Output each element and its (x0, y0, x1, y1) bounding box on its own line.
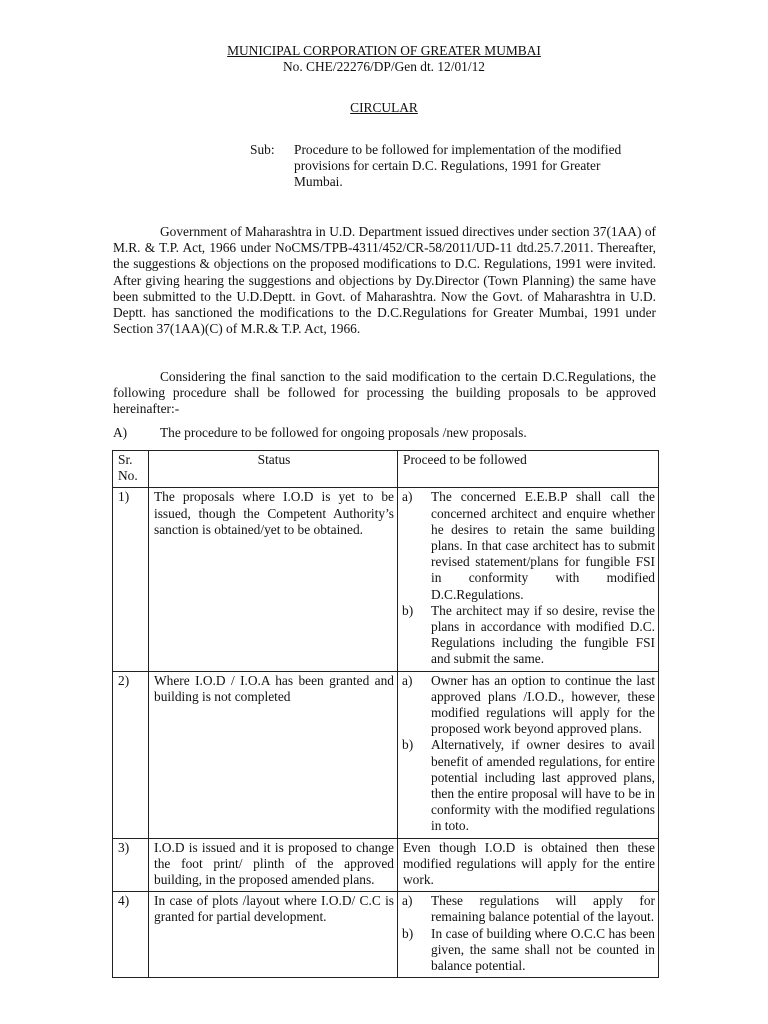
item-text: In case of building where O.C.C has been given, the same shall not be counted in balance potential. (431, 925, 655, 974)
row-sr-no: 4) (113, 892, 149, 978)
list-item (403, 489, 655, 602)
section-label: A) (113, 425, 128, 440)
subject-text: Procedure to be followed for implementation of the modified provisions for certain D.C. Regulations, 1991 for Greater Mumbai. (294, 142, 622, 190)
header-status: Status (149, 451, 398, 488)
subject-label: Sub: (250, 142, 275, 157)
procedure-table (112, 450, 659, 978)
row-sr-no: 3) (113, 838, 149, 892)
corporation-heading: MUNICIPAL CORPORATION OF GREATER MUMBAI (227, 43, 541, 58)
item-marker: a) (402, 672, 413, 688)
item-text: The architect may if so desire, revise the plans in accordance with modified D.C. Regulations including the fungible FSI and submit the same. (431, 602, 655, 667)
table-row (113, 892, 659, 978)
item-marker: b) (402, 925, 414, 941)
list-item (403, 737, 655, 834)
item-marker: a) (402, 489, 413, 505)
row-proceed (398, 671, 659, 838)
table-row (113, 838, 659, 892)
header-sr-no: Sr. No. (113, 451, 149, 488)
row-proceed: Even though I.O.D is obtained then these modified regulations will apply for the entire work. (398, 838, 659, 892)
header-proceed: Proceed to be followed (398, 451, 659, 488)
item-text: The concerned E.E.B.P shall call the concerned architect and enquire whether he desires to retain the same building plans. In that case architect has to submit revised statement/plans for fungible FSI in conformity with modified D.C.Regulations. (431, 489, 655, 602)
row-status: I.O.D is issued and it is proposed to change the foot print/ plinth of the approved building, in the proposed amended plans. (149, 838, 398, 892)
paragraph-text: Considering the final sanction to the said modification to the certain D.C.Regulations, the following procedure shall be followed for processing the building proposals to be approved hereinafter:- (113, 369, 656, 417)
procedure-paragraph (113, 369, 656, 418)
row-status: The proposals where I.O.D is yet to be issued, though the Competent Authority’s sanction is obtained/yet to be obtained. (149, 488, 398, 671)
table-row (113, 488, 659, 671)
document-title: CIRCULAR (350, 100, 418, 115)
list-item (403, 893, 655, 925)
item-text: Alternatively, if owner desires to avail benefit of amended regulations, for entire potential including last approved plans, then the entire proposal will have to be in conformity with the modified regulations in toto. (431, 737, 655, 834)
table-row (113, 671, 659, 838)
list-item (403, 673, 655, 738)
list-item (403, 926, 655, 975)
intro-paragraph (113, 224, 656, 337)
reference-number: No. CHE/22276/DP/Gen dt. 12/01/12 (283, 59, 485, 74)
row-proceed (398, 892, 659, 978)
section-text: The procedure to be followed for ongoing proposals /new proposals. (160, 425, 527, 440)
row-proceed (398, 488, 659, 671)
item-marker: b) (402, 602, 414, 618)
row-status: In case of plots /layout where I.O.D/ C.C is granted for partial development. (149, 892, 398, 978)
section-a-heading (113, 425, 527, 441)
list-item (403, 603, 655, 668)
paragraph-text: Government of Maharashtra in U.D. Department issued directives under section 37(1AA) of M.R. & T.P. Act, 1966 under NoCMS/TPB-4311/452/CR-58/2011/UD-11 dtd.25.7.2011. Thereafter, the suggestions & objections on the proposed modifications to D.C. Regulations, 1991 were invited. After giving hearing the suggestions and objections by Dy.Director (Town Planning) the same have been submitted to the U.D.Deptt. in Govt. of Maharashtra. Now the Govt. of Maharashtra in U.D. Deptt. has sanctioned the modifications to the D.C.Regulations for Greater Mumbai, 1991 under Section 37(1AA)(C) of M.R.& T.P. Act, 1966. (113, 224, 656, 337)
item-marker: a) (402, 893, 413, 909)
row-sr-no: 2) (113, 671, 149, 838)
table-header-row (113, 451, 659, 488)
item-marker: b) (402, 737, 414, 753)
item-text: These regulations will apply for remaining balance potential of the layout. (431, 893, 655, 925)
row-status: Where I.O.D / I.O.A has been granted and building is not completed (149, 671, 398, 838)
row-sr-no: 1) (113, 488, 149, 671)
item-text: Owner has an option to continue the last approved plans /I.O.D., however, these modified regulations will apply for the proposed work beyond approved plans. (431, 672, 655, 737)
